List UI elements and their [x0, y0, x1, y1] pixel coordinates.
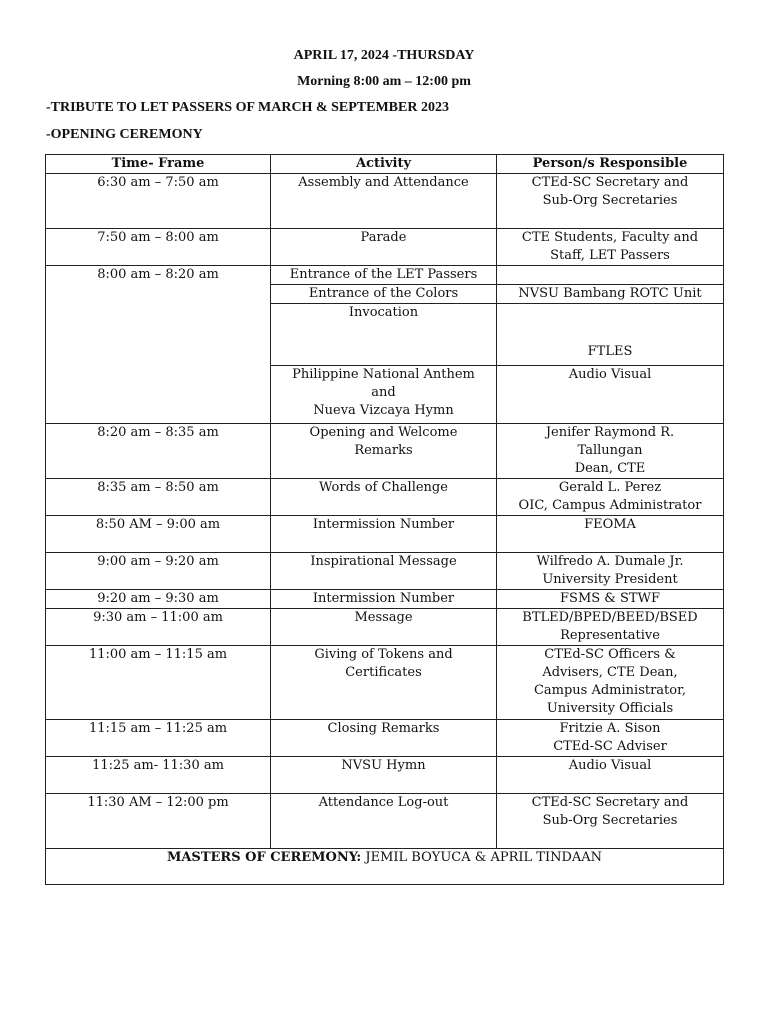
person-cell: FEOMA — [497, 516, 724, 553]
event-title: -TRIBUTE TO LET PASSERS OF MARCH & SEPTEMBER 2023 — [46, 100, 449, 115]
time-cell: 11:00 am – 11:15 am — [46, 646, 271, 720]
masters-of-ceremony-label: MASTERS OF CEREMONY: — [166, 850, 362, 865]
time-cell: 9:30 am – 11:00 am — [46, 609, 271, 646]
activity-cell: NVSU Hymn — [271, 757, 497, 794]
program-table — [45, 154, 724, 885]
table-row — [46, 590, 724, 609]
person-cell: CTEd-SC Secretary and Sub-Org Secretaries — [497, 174, 724, 229]
table-row — [46, 757, 724, 794]
column-header: Person/s Responsible — [497, 155, 724, 174]
person-cell: FTLES — [497, 304, 724, 366]
column-header: Time- Frame — [46, 155, 271, 174]
person-cell: BTLED/BPED/BEED/BSED Representative — [497, 609, 724, 646]
masters-of-ceremony-names: JEMIL BOYUCA & APRIL TINDAAN — [361, 850, 603, 865]
time-cell: 11:25 am- 11:30 am — [46, 757, 271, 794]
activity-cell: Invocation — [271, 304, 497, 366]
person-cell: Fritzie A. Sison CTEd-SC Adviser — [497, 720, 724, 757]
activity-cell: Opening and Welcome Remarks — [271, 424, 497, 479]
time-cell: 6:30 am – 7:50 am — [46, 174, 271, 229]
table-row — [46, 174, 724, 229]
activity-cell: Intermission Number — [271, 590, 497, 609]
activity-cell: Giving of Tokens and Certificates — [271, 646, 497, 720]
activity-cell: Message — [271, 609, 497, 646]
time-cell: 11:30 AM – 12:00 pm — [46, 794, 271, 849]
session-time: Morning 8:00 am – 12:00 pm — [297, 74, 471, 89]
activity-cell: Closing Remarks — [271, 720, 497, 757]
time-cell: 8:35 am – 8:50 am — [46, 479, 271, 516]
activity-cell: Parade — [271, 229, 497, 266]
person-cell: Gerald L. Perez OIC, Campus Administrator — [497, 479, 724, 516]
person-cell: Audio Visual — [497, 757, 724, 794]
event-subtitle: -OPENING CEREMONY — [46, 127, 203, 142]
table-row — [46, 229, 724, 266]
activity-cell: Assembly and Attendance — [271, 174, 497, 229]
activity-cell: Intermission Number — [271, 516, 497, 553]
column-header: Activity — [271, 155, 497, 174]
table-row — [46, 424, 724, 479]
person-cell: Jenifer Raymond R. Tallungan Dean, CTE — [497, 424, 724, 479]
activity-cell: Entrance of the LET Passers — [271, 266, 497, 285]
person-cell: CTE Students, Faculty and Staff, LET Passers — [497, 229, 724, 266]
person-cell: CTEd-SC Secretary and Sub-Org Secretaries — [497, 794, 724, 849]
activity-cell: Words of Challenge — [271, 479, 497, 516]
table-row — [46, 720, 724, 757]
time-cell: 8:00 am – 8:20 am — [46, 266, 271, 424]
table-row — [46, 479, 724, 516]
table-row — [46, 516, 724, 553]
time-cell: 7:50 am – 8:00 am — [46, 229, 271, 266]
person-cell: NVSU Bambang ROTC Unit — [497, 285, 724, 304]
table-row — [46, 646, 724, 720]
table-row — [46, 609, 724, 646]
time-cell: 8:50 AM – 9:00 am — [46, 516, 271, 553]
event-date: APRIL 17, 2024 -THURSDAY — [293, 48, 475, 63]
masters-of-ceremony — [46, 849, 724, 885]
masters-of-ceremony-row — [46, 849, 724, 885]
activity-cell: Inspirational Message — [271, 553, 497, 590]
person-cell: FSMS & STWF — [497, 590, 724, 609]
table-row — [46, 266, 724, 285]
time-cell: 11:15 am – 11:25 am — [46, 720, 271, 757]
table-row — [46, 794, 724, 849]
time-cell: 9:20 am – 9:30 am — [46, 590, 271, 609]
table-header-row — [46, 155, 724, 174]
table-row — [46, 553, 724, 590]
person-cell: CTEd-SC Officers & Advisers, CTE Dean, Campus Administrator, University Officials — [497, 646, 724, 720]
person-cell: Wilfredo A. Dumale Jr. University President — [497, 553, 724, 590]
person-cell — [497, 266, 724, 285]
time-cell: 8:20 am – 8:35 am — [46, 424, 271, 479]
time-cell: 9:00 am – 9:20 am — [46, 553, 271, 590]
activity-cell: Entrance of the Colors — [271, 285, 497, 304]
person-cell: Audio Visual — [497, 366, 724, 424]
activity-cell: Philippine National Anthem and Nueva Vizcaya Hymn — [271, 366, 497, 424]
activity-cell: Attendance Log-out — [271, 794, 497, 849]
